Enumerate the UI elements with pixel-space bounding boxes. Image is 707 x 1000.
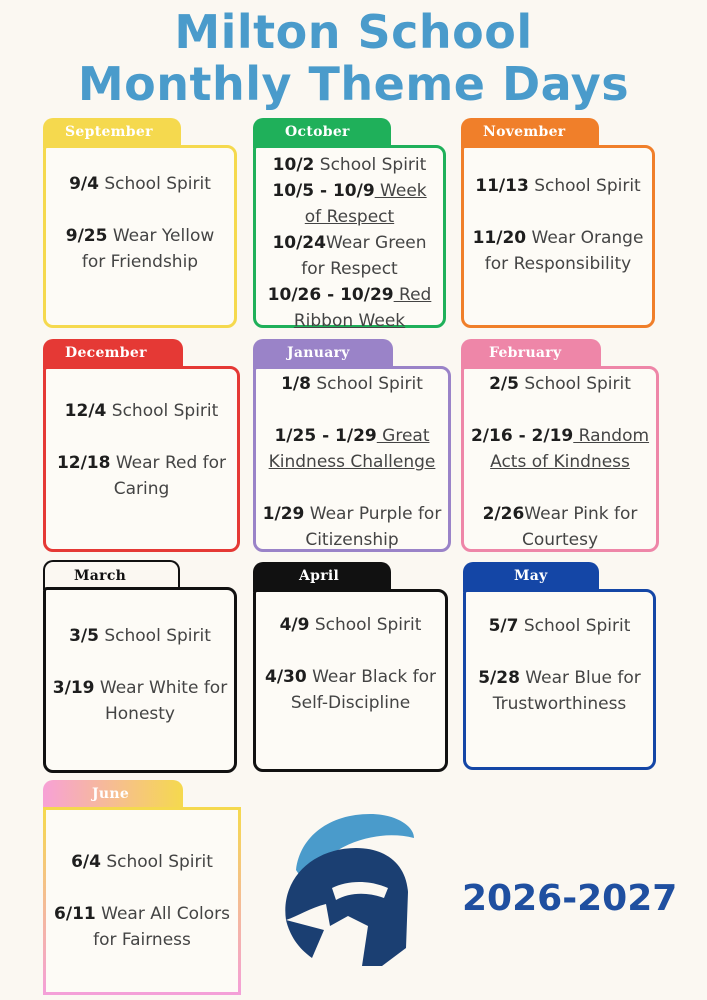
school-year: 2026-2027 — [462, 878, 678, 919]
month-box-january — [253, 366, 451, 552]
theme-entry: 6/4 School Spirit — [71, 852, 213, 872]
theme-entry: 2/26Wear Pink for Courtesy — [482, 504, 638, 550]
month-tab-september: September — [43, 118, 181, 148]
month-tab-november: November — [461, 118, 599, 148]
month-tab-june: June — [43, 780, 183, 810]
month-card-march — [43, 560, 237, 773]
month-card-october — [253, 118, 446, 331]
month-card-september — [43, 118, 237, 328]
month-tab-january: January — [253, 339, 393, 369]
month-box-november — [461, 145, 655, 328]
theme-entry: 10/24Wear Green for Respect — [272, 233, 427, 279]
theme-entry: 2/5 School Spirit — [489, 374, 631, 394]
month-tab-may: May — [463, 562, 599, 592]
theme-entry: 6/11 Wear All Colors for Fairness — [54, 904, 230, 950]
theme-entry: 3/5 School Spirit — [69, 626, 211, 646]
theme-entry: 3/19 Wear White for Honesty — [52, 678, 228, 724]
month-box-september — [43, 145, 237, 328]
theme-entry: 5/7 School Spirit — [488, 616, 631, 636]
theme-entry: 2/16 - 2/19 Random Acts of Kindness — [470, 426, 650, 472]
month-card-february — [461, 339, 659, 552]
month-card-june — [43, 780, 241, 995]
theme-entry: 4/30 Wear Black for Self-Discipline — [265, 667, 436, 713]
month-box-march — [43, 587, 237, 773]
theme-entry: 1/29 Wear Purple for Citizenship — [262, 504, 442, 550]
theme-entry: 1/25 - 1/29 Great Kindness Challenge — [268, 426, 436, 472]
month-card-january — [253, 339, 451, 552]
theme-entry: 10/26 - 10/29 Red Ribbon Week — [267, 285, 432, 331]
theme-entry: 1/8 School Spirit — [281, 374, 423, 394]
theme-entry: 12/18 Wear Red for Caring — [56, 453, 227, 499]
theme-entry: 11/13 School Spirit — [475, 176, 641, 196]
theme-entry: 11/20 Wear Orange for Responsibility — [472, 228, 644, 274]
month-tab-february: February — [461, 339, 601, 369]
month-card-may — [463, 562, 656, 770]
theme-entry: 12/4 School Spirit — [64, 401, 219, 421]
month-box-may — [463, 589, 656, 770]
month-card-december — [43, 339, 240, 552]
month-tab-december: December — [43, 339, 183, 369]
theme-entry: 4/9 School Spirit — [279, 615, 422, 635]
month-tab-april: April — [253, 562, 391, 592]
page-title: Milton School — [174, 5, 533, 59]
month-box-december — [43, 366, 240, 552]
theme-entry: 9/25 Wear Yellow for Friendship — [65, 226, 215, 272]
month-box-october — [253, 145, 446, 331]
month-card-april — [253, 562, 448, 772]
page-subtitle: Monthly Theme Days — [77, 57, 630, 111]
theme-entry: 10/5 - 10/9 Week of Respect — [272, 181, 427, 227]
month-card-november — [461, 118, 655, 328]
month-tab-october: October — [253, 118, 391, 148]
theme-entry: 9/4 School Spirit — [69, 174, 211, 194]
theme-entry: 5/28 Wear Blue for Trustworthiness — [478, 668, 641, 714]
month-box-april — [253, 589, 448, 772]
theme-entry: 10/2 School Spirit — [272, 155, 427, 175]
month-box-february — [461, 366, 659, 552]
month-box-june — [43, 807, 241, 995]
month-tab-march: March — [43, 560, 180, 590]
spartan-helmet-icon — [278, 808, 418, 976]
